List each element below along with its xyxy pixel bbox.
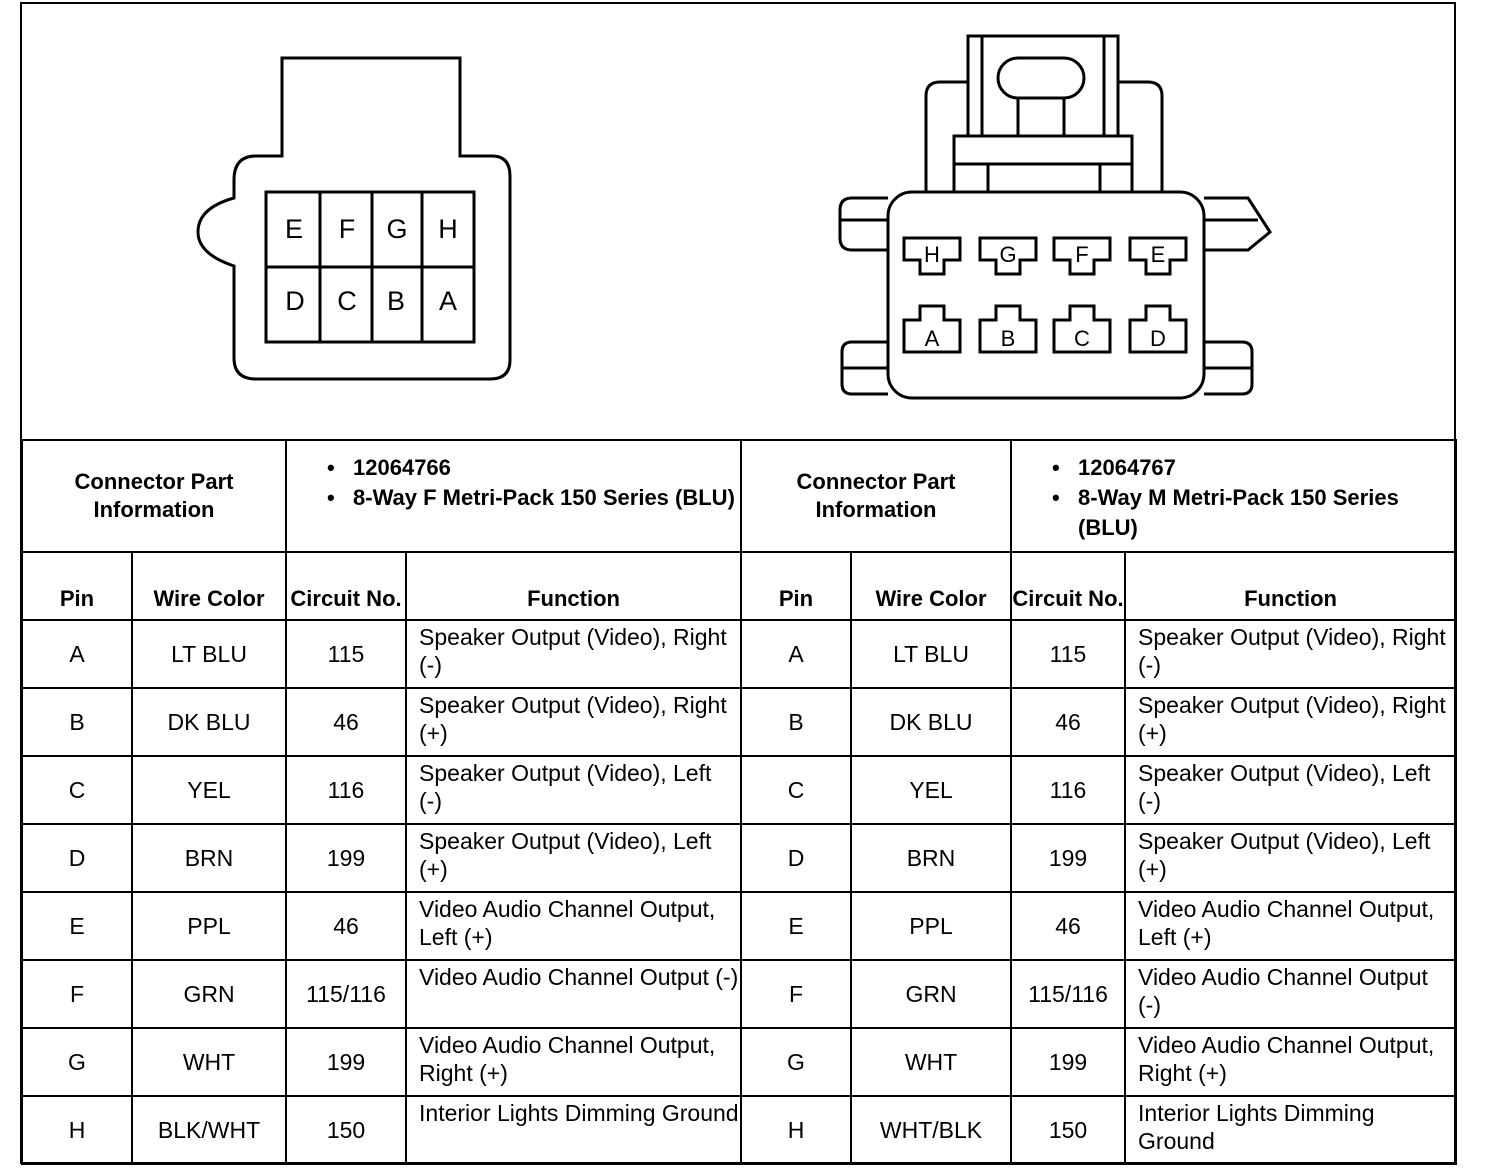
pin-cell: B — [741, 688, 851, 756]
circuit-cell: 150 — [286, 1096, 406, 1164]
wire-color-cell: BRN — [132, 824, 286, 892]
table-row — [741, 960, 1456, 1028]
circuit-cell: 199 — [1011, 824, 1125, 892]
pin-cell: C — [741, 756, 851, 824]
connector-part-info — [1011, 440, 1456, 552]
pin-cell: H — [741, 1096, 851, 1164]
wire-color-cell: LT BLU — [132, 620, 286, 688]
function-cell: Speaker Output (Video), Right (+) — [1125, 688, 1456, 756]
wire-color-cell: PPL — [851, 892, 1011, 960]
circuit-cell: 46 — [286, 688, 406, 756]
connector-part-info-label: Connector Part Information — [22, 440, 286, 552]
male-connector-body — [840, 36, 1270, 398]
pin-cell: E — [22, 892, 132, 960]
circuit-cell: 116 — [1011, 756, 1125, 824]
connector-description: • 8-Way M Metri-Pack 150 Series (BLU) — [1052, 483, 1455, 543]
table-row — [741, 756, 1456, 824]
male-cavity-G: G — [999, 242, 1017, 267]
circuit-cell: 46 — [286, 892, 406, 960]
circuit-cell: 199 — [1011, 1028, 1125, 1096]
circuit-cell: 116 — [286, 756, 406, 824]
circuit-cell: 115/116 — [1011, 960, 1125, 1028]
function-cell: Speaker Output (Video), Right (-) — [406, 620, 741, 688]
pin-cell: H — [22, 1096, 132, 1164]
table-row — [741, 620, 1456, 688]
female-cavity-F: F — [338, 214, 356, 244]
header-circuit: Circuit No. — [1011, 552, 1125, 620]
connector-part-info — [286, 440, 741, 552]
pin-cell: E — [741, 892, 851, 960]
part-number: • 12064767 — [1052, 453, 1455, 483]
male-cavity-E: E — [1150, 242, 1166, 267]
pin-cell: C — [22, 756, 132, 824]
female-cavity-E: E — [284, 214, 304, 244]
male-cavity-F: F — [1075, 242, 1089, 267]
female-connector-table — [21, 439, 742, 1165]
circuit-cell: 115 — [286, 620, 406, 688]
pin-cell: A — [741, 620, 851, 688]
header-function: Function — [1125, 552, 1456, 620]
female-cavity-H: H — [438, 214, 458, 244]
wire-color-cell: PPL — [132, 892, 286, 960]
table-row — [22, 756, 741, 824]
function-cell: Video Audio Channel Output (-) — [406, 960, 741, 1028]
connector-part-info-label: Connector Part Information — [741, 440, 1011, 552]
table-row — [22, 620, 741, 688]
header-circuit: Circuit No. — [286, 552, 406, 620]
pin-cell: G — [741, 1028, 851, 1096]
circuit-cell: 46 — [1011, 892, 1125, 960]
circuit-cell: 199 — [286, 824, 406, 892]
function-cell: Speaker Output (Video), Left (+) — [406, 824, 741, 892]
female-cavity-G: G — [386, 214, 408, 244]
table-row — [22, 824, 741, 892]
wire-color-cell: BLK/WHT — [132, 1096, 286, 1164]
male-cavity-B: B — [1000, 326, 1016, 351]
function-cell: Video Audio Channel Output, Right (+) — [1125, 1028, 1456, 1096]
female-connector-drawing — [20, 2, 1456, 438]
pin-cell: B — [22, 688, 132, 756]
wire-color-cell: GRN — [132, 960, 286, 1028]
circuit-cell: 150 — [1011, 1096, 1125, 1164]
function-cell: Video Audio Channel Output, Right (+) — [406, 1028, 741, 1096]
connector-drawings — [20, 2, 1456, 438]
part-number: • 12064766 — [327, 453, 740, 483]
circuit-cell: 199 — [286, 1028, 406, 1096]
table-row — [22, 892, 741, 960]
male-connector-table — [740, 439, 1457, 1165]
male-cavity-C: C — [1074, 326, 1090, 351]
wire-color-cell: WHT — [132, 1028, 286, 1096]
function-cell: Video Audio Channel Output, Left (+) — [406, 892, 741, 960]
table-row — [22, 960, 741, 1028]
table-row — [741, 1028, 1456, 1096]
wire-color-cell: WHT/BLK — [851, 1096, 1011, 1164]
function-cell: Speaker Output (Video), Right (+) — [406, 688, 741, 756]
function-cell: Video Audio Channel Output, Left (+) — [1125, 892, 1456, 960]
pin-cell: D — [22, 824, 132, 892]
connector-description: • 8-Way F Metri-Pack 150 Series (BLU) — [327, 483, 740, 513]
male-cavity-D: D — [1150, 326, 1166, 351]
function-cell: Speaker Output (Video), Left (+) — [1125, 824, 1456, 892]
circuit-cell: 46 — [1011, 688, 1125, 756]
pin-cell: F — [741, 960, 851, 1028]
function-cell: Speaker Output (Video), Right (-) — [1125, 620, 1456, 688]
table-row — [22, 1028, 741, 1096]
wire-color-cell: YEL — [851, 756, 1011, 824]
female-cavity-C: C — [337, 286, 357, 316]
circuit-cell: 115 — [1011, 620, 1125, 688]
table-row — [22, 688, 741, 756]
circuit-cell: 115/116 — [286, 960, 406, 1028]
wire-color-cell: YEL — [132, 756, 286, 824]
pin-cell: G — [22, 1028, 132, 1096]
function-cell: Interior Lights Dimming Ground — [1125, 1096, 1456, 1164]
function-cell: Speaker Output (Video), Left (-) — [1125, 756, 1456, 824]
female-cavity-D: D — [285, 286, 305, 316]
pin-cell: F — [22, 960, 132, 1028]
female-cavity-B: B — [386, 286, 406, 316]
header-function: Function — [406, 552, 741, 620]
header-wire-color: Wire Color — [851, 552, 1011, 620]
table-row — [741, 1096, 1456, 1164]
wire-color-cell: WHT — [851, 1028, 1011, 1096]
header-pin: Pin — [741, 552, 851, 620]
wire-color-cell: DK BLU — [851, 688, 1011, 756]
header-pin: Pin — [22, 552, 132, 620]
function-cell: Video Audio Channel Output (-) — [1125, 960, 1456, 1028]
wire-color-cell: LT BLU — [851, 620, 1011, 688]
header-wire-color: Wire Color — [132, 552, 286, 620]
pin-cell: D — [741, 824, 851, 892]
wire-color-cell: GRN — [851, 960, 1011, 1028]
table-row — [741, 824, 1456, 892]
function-cell: Speaker Output (Video), Left (-) — [406, 756, 741, 824]
table-row — [22, 1096, 741, 1164]
male-cavity-H: H — [924, 242, 940, 267]
table-row — [741, 688, 1456, 756]
wire-color-cell: BRN — [851, 824, 1011, 892]
wire-color-cell: DK BLU — [132, 688, 286, 756]
pin-cell: A — [22, 620, 132, 688]
female-cavity-A: A — [438, 286, 458, 316]
function-cell: Interior Lights Dimming Ground — [406, 1096, 741, 1164]
male-cavity-A: A — [924, 326, 940, 351]
table-row — [741, 892, 1456, 960]
